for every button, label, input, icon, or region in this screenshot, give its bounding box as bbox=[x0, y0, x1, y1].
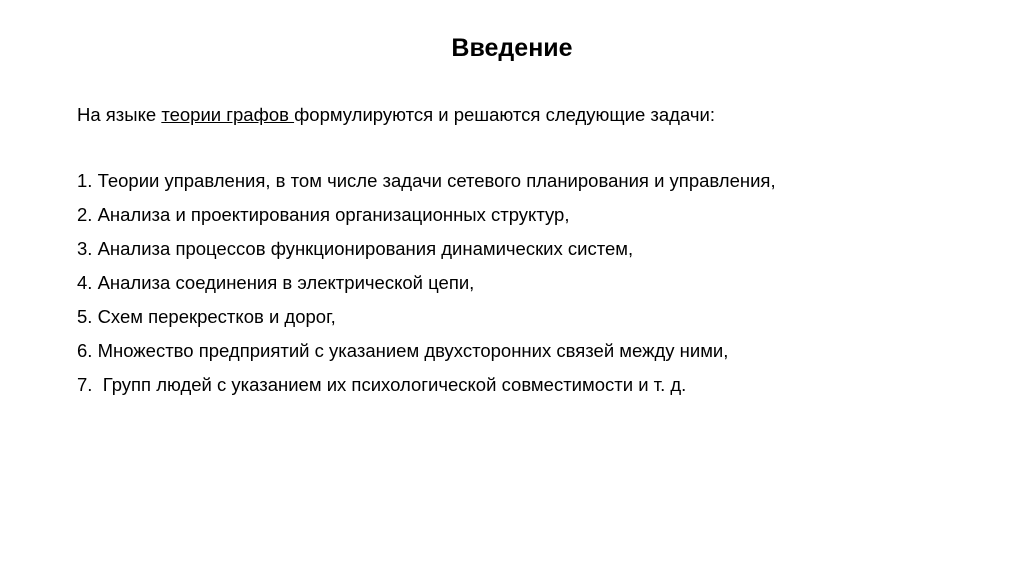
intro-text-after: формулируются и решаются следующие задачи: bbox=[294, 104, 715, 125]
intro-paragraph bbox=[77, 102, 715, 128]
task-item-1: 1. Теории управления, в том числе задачи сетевого планирования и управления, bbox=[77, 170, 776, 191]
task-item-7: 7. Групп людей с указанием их психологической совместимости и т. д. bbox=[77, 374, 687, 395]
slide-title: Введение bbox=[451, 34, 573, 62]
task-item-3: 3. Анализа процессов функционирования динамических систем, bbox=[77, 238, 634, 259]
task-list bbox=[77, 168, 776, 406]
task-item-4: 4. Анализа соединения в электрической цепи, bbox=[77, 272, 475, 293]
graph-theory-link[interactable]: теории графов bbox=[161, 104, 295, 125]
task-item-2: 2. Анализа и проектирования организационных структур, bbox=[77, 204, 570, 225]
intro-text-before: На языке bbox=[77, 104, 162, 125]
task-item-6: 6. Множество предприятий с указанием двухсторонних связей между ними, bbox=[77, 340, 729, 361]
task-item-5: 5. Схем перекрестков и дорог, bbox=[77, 306, 336, 327]
